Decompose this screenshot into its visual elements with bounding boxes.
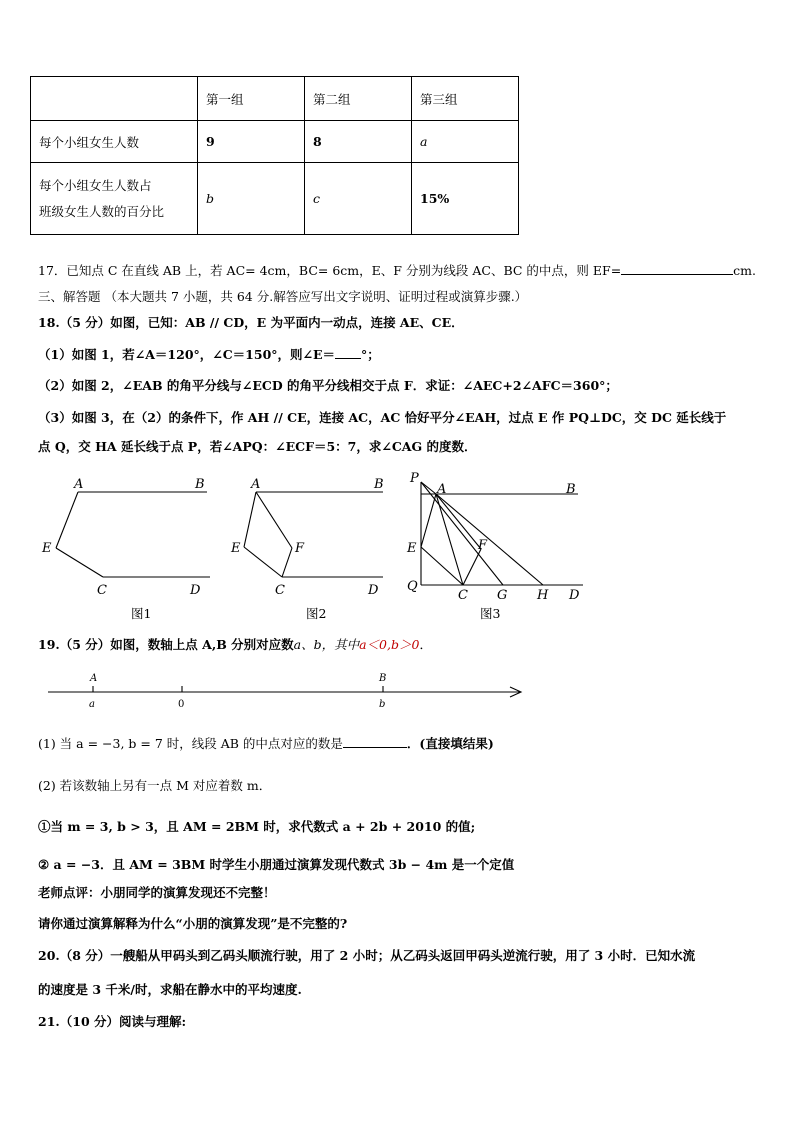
q19-answer-blank xyxy=(343,747,407,748)
table-cell: 15% xyxy=(412,163,519,235)
q19-part1 xyxy=(38,735,494,753)
q19-teacher-comment: 老师点评：小朋同学的演算发现还不完整！ xyxy=(38,885,276,900)
q20-line2: 的速度是 3 千米/时，求船在静水中的平均速度. xyxy=(38,982,302,997)
question-17 xyxy=(38,262,756,280)
fig3-label-E: E xyxy=(407,541,417,556)
fig3-label-B: B xyxy=(566,482,576,497)
section-heading: 三、解答题 （本大题共 7 小题，共 64 分.解答应写出文字说明、证明过程或演算步骤.） xyxy=(38,289,528,304)
fig3-label-D: D xyxy=(569,588,580,603)
fig2-label-B: B xyxy=(374,477,384,492)
table-cell: a xyxy=(412,121,519,163)
number-line xyxy=(0,668,794,716)
q19-head-condition: a＜0,b＞0 xyxy=(359,637,420,652)
numline-label-0: 0 xyxy=(178,699,185,710)
fig3-label-G: G xyxy=(497,588,508,603)
table-row-label xyxy=(31,163,198,235)
table-row-label-line2: 班级女生人数的百分比 xyxy=(39,203,165,219)
numline-label-a: a xyxy=(89,699,95,710)
q19-part1-text: (1) 当 a = −3, b = 7 时，线段 AB 的中点对应的数是 xyxy=(38,736,343,751)
table-header-group2: 第二组 xyxy=(305,77,412,121)
fig3-label-A: A xyxy=(437,482,447,497)
q21-head: 21.（10 分）阅读与理解: xyxy=(38,1014,187,1029)
q17-answer-blank xyxy=(621,274,733,275)
fig3-label-H: H xyxy=(537,588,549,603)
q20-line1: 20.（8 分）一艘船从甲码头到乙码头顺流行驶，用了 2 小时；从乙码头返回甲码头逆流行驶，用了 3 小时．已知水流 xyxy=(38,948,696,963)
q19-question: 请你通过演算解释为什么“小朋的演算发现”是不完整的? xyxy=(38,916,348,931)
fig1-label-B: B xyxy=(195,477,205,492)
q17-unit: cm. xyxy=(733,263,756,278)
fig1-label-A: A xyxy=(74,477,84,492)
fig2-label-A: A xyxy=(251,477,261,492)
numline-label-b: b xyxy=(379,699,386,710)
q18-figures xyxy=(0,468,794,628)
fig1-label-C: C xyxy=(97,583,107,598)
q18-part1 xyxy=(38,346,380,364)
fig1-caption: 图1 xyxy=(131,606,152,621)
table-row-label: 每个小组女生人数 xyxy=(31,121,198,163)
fig3-label-Q: Q xyxy=(407,579,418,594)
q19-part2: (2) 若该数轴上另有一点 M 对应着数 m． xyxy=(38,778,272,793)
q19-head-end: ． xyxy=(419,637,432,652)
fig3-label-C: C xyxy=(458,588,468,603)
fig2-label-D: D xyxy=(368,583,379,598)
q19-head xyxy=(38,636,432,654)
q18-head: 18.（5 分）如图，已知：AB // CD，E 为平面内一动点，连接 AE、CE． xyxy=(38,315,464,330)
table-row-label-line1: 每个小组女生人数占 xyxy=(39,177,152,193)
q18-part1-text: （1）如图 1，若∠A＝120°，∠C＝150°，则∠E＝ xyxy=(38,347,336,362)
q19-head-vars: a、b，其中 xyxy=(293,637,360,652)
table-cell: b xyxy=(198,163,305,235)
numline-label-B: B xyxy=(379,673,387,684)
fig3-label-F: F xyxy=(478,538,488,553)
q18-part3-line2: 点 Q，交 HA 延长线于点 P，若∠APQ：∠ECF＝5：7，求∠CAG 的度数． xyxy=(38,439,477,454)
q19-case2: ② a = −3．且 AM = 3BM 时学生小朋通过演算发现代数式 3b − 4m 是一个定值 xyxy=(38,857,515,872)
table-header-empty xyxy=(31,77,198,121)
fig2-label-E: E xyxy=(231,541,241,556)
q18-part3-line1: （3）如图 3，在（2）的条件下，作 AH // CE，连接 AC，AC 恰好平分∠EAH，过点 E 作 PQ⊥DC，交 DC 延长线于 xyxy=(38,410,727,425)
fig3-caption: 图3 xyxy=(480,606,501,621)
table-cell: 9 xyxy=(198,121,305,163)
numline-label-A: A xyxy=(90,673,98,684)
q19-case1: ①当 m = 3, b > 3，且 AM = 2BM 时，求代数式 a + 2b + 2010 的值; xyxy=(38,819,476,834)
fig2-caption: 图2 xyxy=(306,606,327,621)
fig2-label-F: F xyxy=(295,541,305,556)
table-cell: 8 xyxy=(305,121,412,163)
table-cell: c xyxy=(305,163,412,235)
q18-part2: （2）如图 2，∠EAB 的角平分线与∠ECD 的角平分线相交于点 F．求证：∠AEC+2∠AFC＝360°； xyxy=(38,378,618,393)
q19-head-text: 19.（5 分）如图，数轴上点 A,B 分别对应数 xyxy=(38,637,294,652)
fig1-label-D: D xyxy=(190,583,201,598)
table-header-group3: 第三组 xyxy=(412,77,519,121)
fig3-label-P: P xyxy=(410,471,419,486)
fig1-label-E: E xyxy=(42,541,52,556)
q19-part1-end: ．(直接填结果) xyxy=(406,736,494,751)
q18-part1-end: °； xyxy=(361,347,380,362)
fig2-label-C: C xyxy=(275,583,285,598)
table-header-group1: 第一组 xyxy=(198,77,305,121)
stats-table xyxy=(30,76,519,235)
q17-text: 17．已知点 C 在直线 AB 上，若 AC= 4cm，BC= 6cm，E、F 分别为线段 AC、BC 的中点，则 EF= xyxy=(38,263,622,278)
q18-answer-blank xyxy=(335,358,361,359)
